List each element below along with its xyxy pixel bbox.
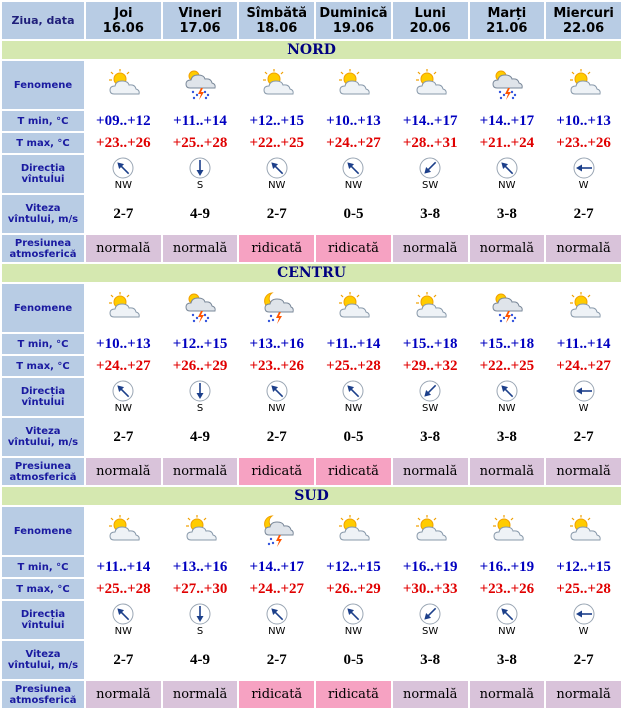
wind-direction-value: NW [114, 180, 133, 191]
tmax-value: +29..+32 [393, 356, 468, 376]
tmax-row [2, 356, 621, 376]
tmin-value: +14..+17 [239, 557, 314, 577]
tmin-value: +10..+13 [546, 111, 621, 131]
day-header [393, 2, 468, 39]
wind-arrow-icon [112, 380, 134, 402]
tmin-value: +14..+17 [393, 111, 468, 131]
pressure-value: normală [470, 458, 545, 485]
weather-cell [239, 61, 314, 109]
tmax-value: +21..+24 [470, 133, 545, 153]
row-label: Presiunea atmosferică [2, 458, 84, 485]
tmin-value: +10..+13 [86, 334, 161, 354]
wind-arrow-icon [496, 380, 518, 402]
wind-direction-value: NW [114, 403, 133, 414]
wind-arrow-icon [189, 603, 211, 625]
fenomene-row [2, 61, 621, 109]
row-label: Presiunea atmosferică [2, 681, 84, 708]
wind-direction-row [2, 378, 621, 416]
wind-direction-cell [86, 378, 161, 416]
tmax-value: +23..+26 [470, 579, 545, 599]
weather-cell [316, 507, 391, 555]
weather-cell [546, 507, 621, 555]
tmin-value: +14..+17 [470, 111, 545, 131]
tmin-value: +13..+16 [239, 334, 314, 354]
wind-direction-cell [163, 155, 238, 193]
wind-direction-value: NW [268, 626, 286, 637]
wind-speed-value: 0-5 [316, 195, 391, 233]
wind-speed-value: 2-7 [239, 641, 314, 679]
weather-cell [546, 61, 621, 109]
wind-arrow-icon [266, 157, 288, 179]
tmax-value: +23..+26 [239, 356, 314, 376]
tmax-value: +26..+29 [316, 579, 391, 599]
tmin-value: +16..+19 [470, 557, 545, 577]
wind-speed-value: 4-9 [163, 641, 238, 679]
rain-thunder-icon [181, 290, 219, 326]
wind-arrow-icon [573, 157, 595, 179]
wind-speed-value: 3-8 [470, 641, 545, 679]
region-title: CENTRU [2, 264, 621, 282]
sun-cloud-icon [565, 513, 603, 549]
sun-cloud-icon [565, 67, 603, 103]
tmax-value: +26..+29 [163, 356, 238, 376]
wind-arrow-icon [573, 380, 595, 402]
sun-cloud-icon [258, 67, 296, 103]
day-header [239, 2, 314, 39]
tmax-value: +24..+27 [546, 356, 621, 376]
tmin-value: +11..+14 [86, 557, 161, 577]
wind-speed-value: 2-7 [239, 418, 314, 456]
wind-direction-cell [163, 378, 238, 416]
wind-direction-cell [316, 378, 391, 416]
pressure-value: normală [163, 681, 238, 708]
pressure-row [2, 235, 621, 262]
day-name: Sîmbătă [246, 5, 307, 21]
wind-arrow-icon [112, 157, 134, 179]
wind-speed-value: 4-9 [163, 195, 238, 233]
day-date: 17.06 [179, 20, 221, 36]
row-label: T min, °C [2, 111, 84, 131]
weather-cell [163, 507, 238, 555]
wind-direction-cell [239, 378, 314, 416]
day-name: Luni [414, 5, 446, 21]
pressure-row [2, 458, 621, 485]
day-header [316, 2, 391, 39]
day-name: Miercuri [553, 5, 614, 21]
wind-direction-cell [393, 601, 468, 639]
day-header [470, 2, 545, 39]
wind-direction-cell [393, 378, 468, 416]
wind-speed-row [2, 195, 621, 233]
tmin-value: +12..+15 [239, 111, 314, 131]
wind-arrow-icon [189, 380, 211, 402]
region-row [2, 487, 621, 505]
sun-cloud-icon [104, 290, 142, 326]
tmax-value: +28..+31 [393, 133, 468, 153]
weather-cell [86, 507, 161, 555]
day-header [546, 2, 621, 39]
sun-cloud-icon [411, 513, 449, 549]
forecast-body [2, 2, 621, 708]
pressure-value: ridicată [316, 458, 391, 485]
wind-direction-value: W [578, 403, 589, 414]
pressure-value: normală [86, 458, 161, 485]
wind-arrow-icon [342, 157, 364, 179]
moon-thunder-icon [258, 290, 296, 326]
wind-direction-cell [86, 601, 161, 639]
pressure-value: normală [393, 458, 468, 485]
wind-direction-cell [393, 155, 468, 193]
rain-thunder-icon [488, 67, 526, 103]
tmax-value: +22..+25 [470, 356, 545, 376]
region-row [2, 264, 621, 282]
wind-arrow-icon [266, 603, 288, 625]
wind-speed-value: 3-8 [393, 418, 468, 456]
wind-arrow-icon [342, 380, 364, 402]
day-name: Marți [487, 5, 527, 21]
pressure-value: normală [546, 681, 621, 708]
sun-cloud-icon [334, 513, 372, 549]
wind-speed-value: 2-7 [546, 195, 621, 233]
tmin-value: +12..+15 [546, 557, 621, 577]
day-date: 19.06 [332, 20, 375, 36]
wind-speed-value: 2-7 [546, 418, 621, 456]
wind-direction-cell [163, 601, 238, 639]
wind-arrow-icon [419, 603, 441, 625]
region-row [2, 41, 621, 59]
weather-cell [86, 284, 161, 332]
tmax-row [2, 133, 621, 153]
tmax-value: +23..+26 [546, 133, 621, 153]
day-date: 22.06 [563, 20, 605, 36]
wind-direction-value: SW [422, 403, 439, 414]
day-header [86, 2, 161, 39]
wind-arrow-icon [419, 380, 441, 402]
fenomene-row [2, 507, 621, 555]
row-label: Viteza vîntului, m/s [2, 195, 84, 233]
pressure-value: normală [546, 235, 621, 262]
wind-direction-value: NW [498, 180, 516, 191]
tmin-value: +15..+18 [470, 334, 545, 354]
sun-cloud-icon [104, 513, 142, 549]
moon-thunder-icon [258, 513, 296, 549]
wind-direction-row [2, 601, 621, 639]
weather-cell [316, 284, 391, 332]
tmin-value: +11..+14 [316, 334, 391, 354]
sun-cloud-icon [334, 290, 372, 326]
wind-direction-value: S [196, 180, 204, 191]
pressure-value: ridicată [239, 235, 314, 262]
header-row [2, 2, 621, 39]
wind-direction-value: NW [498, 403, 516, 414]
tmax-value: +23..+26 [86, 133, 161, 153]
wind-arrow-icon [573, 603, 595, 625]
weather-cell [393, 284, 468, 332]
weather-cell [86, 61, 161, 109]
weather-cell [163, 284, 238, 332]
wind-direction-cell [316, 601, 391, 639]
wind-speed-row [2, 418, 621, 456]
tmin-row [2, 557, 621, 577]
wind-direction-value: W [578, 180, 589, 191]
pressure-value: normală [546, 458, 621, 485]
weather-cell [393, 507, 468, 555]
tmin-row [2, 111, 621, 131]
weather-cell [546, 284, 621, 332]
row-label: Fenomene [2, 61, 84, 109]
wind-arrow-icon [496, 157, 518, 179]
sun-cloud-icon [181, 513, 219, 549]
rain-thunder-icon [488, 290, 526, 326]
wind-speed-value: 2-7 [86, 418, 161, 456]
tmin-value: +10..+13 [316, 111, 391, 131]
wind-speed-value: 2-7 [86, 641, 161, 679]
sun-cloud-icon [565, 290, 603, 326]
tmin-row [2, 334, 621, 354]
pressure-row [2, 681, 621, 708]
wind-direction-value: W [578, 626, 589, 637]
sun-cloud-icon [411, 290, 449, 326]
pressure-value: normală [470, 235, 545, 262]
day-name: Joi [114, 5, 133, 21]
day-name: Duminică [319, 5, 388, 21]
wind-direction-cell [239, 155, 314, 193]
tmax-value: +27..+30 [163, 579, 238, 599]
wind-arrow-icon [266, 380, 288, 402]
wind-direction-value: SW [422, 180, 439, 191]
pressure-value: normală [163, 458, 238, 485]
wind-speed-value: 3-8 [470, 418, 545, 456]
pressure-value: ridicată [239, 458, 314, 485]
wind-direction-value: NW [498, 626, 516, 637]
weather-cell [239, 507, 314, 555]
pressure-value: normală [86, 681, 161, 708]
row-label: T max, °C [2, 356, 84, 376]
wind-arrow-icon [419, 157, 441, 179]
wind-arrow-icon [112, 603, 134, 625]
wind-speed-value: 0-5 [316, 418, 391, 456]
tmin-value: +11..+14 [546, 334, 621, 354]
wind-speed-value: 2-7 [546, 641, 621, 679]
pressure-value: normală [393, 681, 468, 708]
wind-direction-cell [86, 155, 161, 193]
row-label: Fenomene [2, 507, 84, 555]
wind-direction-value: NW [268, 403, 286, 414]
tmin-value: +12..+15 [163, 334, 238, 354]
row-label: T min, °C [2, 334, 84, 354]
weather-cell [470, 507, 545, 555]
wind-arrow-icon [496, 603, 518, 625]
wind-direction-cell [470, 378, 545, 416]
tmax-value: +25..+28 [163, 133, 238, 153]
day-date: 21.06 [486, 20, 528, 36]
wind-speed-value: 3-8 [393, 641, 468, 679]
wind-speed-value: 3-8 [470, 195, 545, 233]
row-label: T max, °C [2, 579, 84, 599]
pressure-value: ridicată [316, 235, 391, 262]
row-label: Viteza vîntului, m/s [2, 641, 84, 679]
wind-direction-value: NW [114, 626, 133, 637]
pressure-value: normală [470, 681, 545, 708]
row-label: Direcția vîntului [2, 155, 84, 193]
weather-cell [470, 61, 545, 109]
tmin-value: +13..+16 [163, 557, 238, 577]
tmin-value: +15..+18 [393, 334, 468, 354]
day-date: 18.06 [256, 20, 298, 36]
pressure-value: normală [86, 235, 161, 262]
header-label: Ziua, data [2, 2, 84, 39]
day-date: 20.06 [409, 20, 451, 36]
region-title: SUD [2, 487, 621, 505]
wind-direction-cell [546, 155, 621, 193]
wind-arrow-icon [189, 157, 211, 179]
wind-direction-value: NW [344, 180, 363, 191]
row-label: T min, °C [2, 557, 84, 577]
tmax-value: +24..+27 [316, 133, 391, 153]
tmin-value: +09..+12 [86, 111, 161, 131]
rain-thunder-icon [181, 67, 219, 103]
tmin-value: +11..+14 [163, 111, 238, 131]
wind-direction-cell [546, 601, 621, 639]
weather-cell [470, 284, 545, 332]
tmax-value: +25..+28 [546, 579, 621, 599]
pressure-value: normală [393, 235, 468, 262]
sun-cloud-icon [411, 67, 449, 103]
row-label: Direcția vîntului [2, 601, 84, 639]
wind-speed-value: 4-9 [163, 418, 238, 456]
wind-speed-value: 2-7 [239, 195, 314, 233]
wind-direction-value: NW [268, 180, 286, 191]
wind-direction-value: SW [422, 626, 439, 637]
tmax-value: +22..+25 [239, 133, 314, 153]
sun-cloud-icon [334, 67, 372, 103]
weather-cell [239, 284, 314, 332]
wind-direction-cell [470, 155, 545, 193]
wind-direction-value: S [196, 626, 204, 637]
row-label: Fenomene [2, 284, 84, 332]
tmin-value: +16..+19 [393, 557, 468, 577]
wind-arrow-icon [342, 603, 364, 625]
pressure-value: ridicată [316, 681, 391, 708]
wind-speed-value: 0-5 [316, 641, 391, 679]
wind-speed-value: 3-8 [393, 195, 468, 233]
row-label: Presiunea atmosferică [2, 235, 84, 262]
weather-cell [163, 61, 238, 109]
day-name: Vineri [178, 5, 222, 21]
wind-direction-value: NW [344, 403, 363, 414]
sun-cloud-icon [104, 67, 142, 103]
tmax-value: +25..+28 [316, 356, 391, 376]
wind-direction-cell [239, 601, 314, 639]
region-title: NORD [2, 41, 621, 59]
row-label: T max, °C [2, 133, 84, 153]
pressure-value: normală [163, 235, 238, 262]
wind-direction-value: NW [344, 626, 363, 637]
day-date: 16.06 [102, 20, 144, 36]
day-header [163, 2, 238, 39]
wind-direction-row [2, 155, 621, 193]
wind-speed-value: 2-7 [86, 195, 161, 233]
wind-direction-cell [316, 155, 391, 193]
sun-cloud-icon [488, 513, 526, 549]
wind-direction-cell [546, 378, 621, 416]
tmax-value: +30..+33 [393, 579, 468, 599]
row-label: Viteza vîntului, m/s [2, 418, 84, 456]
tmax-value: +24..+27 [86, 356, 161, 376]
weather-cell [316, 61, 391, 109]
tmin-value: +12..+15 [316, 557, 391, 577]
wind-speed-row [2, 641, 621, 679]
tmax-row [2, 579, 621, 599]
wind-direction-value: S [196, 403, 204, 414]
tmax-value: +24..+27 [239, 579, 314, 599]
tmax-value: +25..+28 [86, 579, 161, 599]
wind-direction-cell [470, 601, 545, 639]
pressure-value: ridicată [239, 681, 314, 708]
fenomene-row [2, 284, 621, 332]
weather-cell [393, 61, 468, 109]
row-label: Direcția vîntului [2, 378, 84, 416]
